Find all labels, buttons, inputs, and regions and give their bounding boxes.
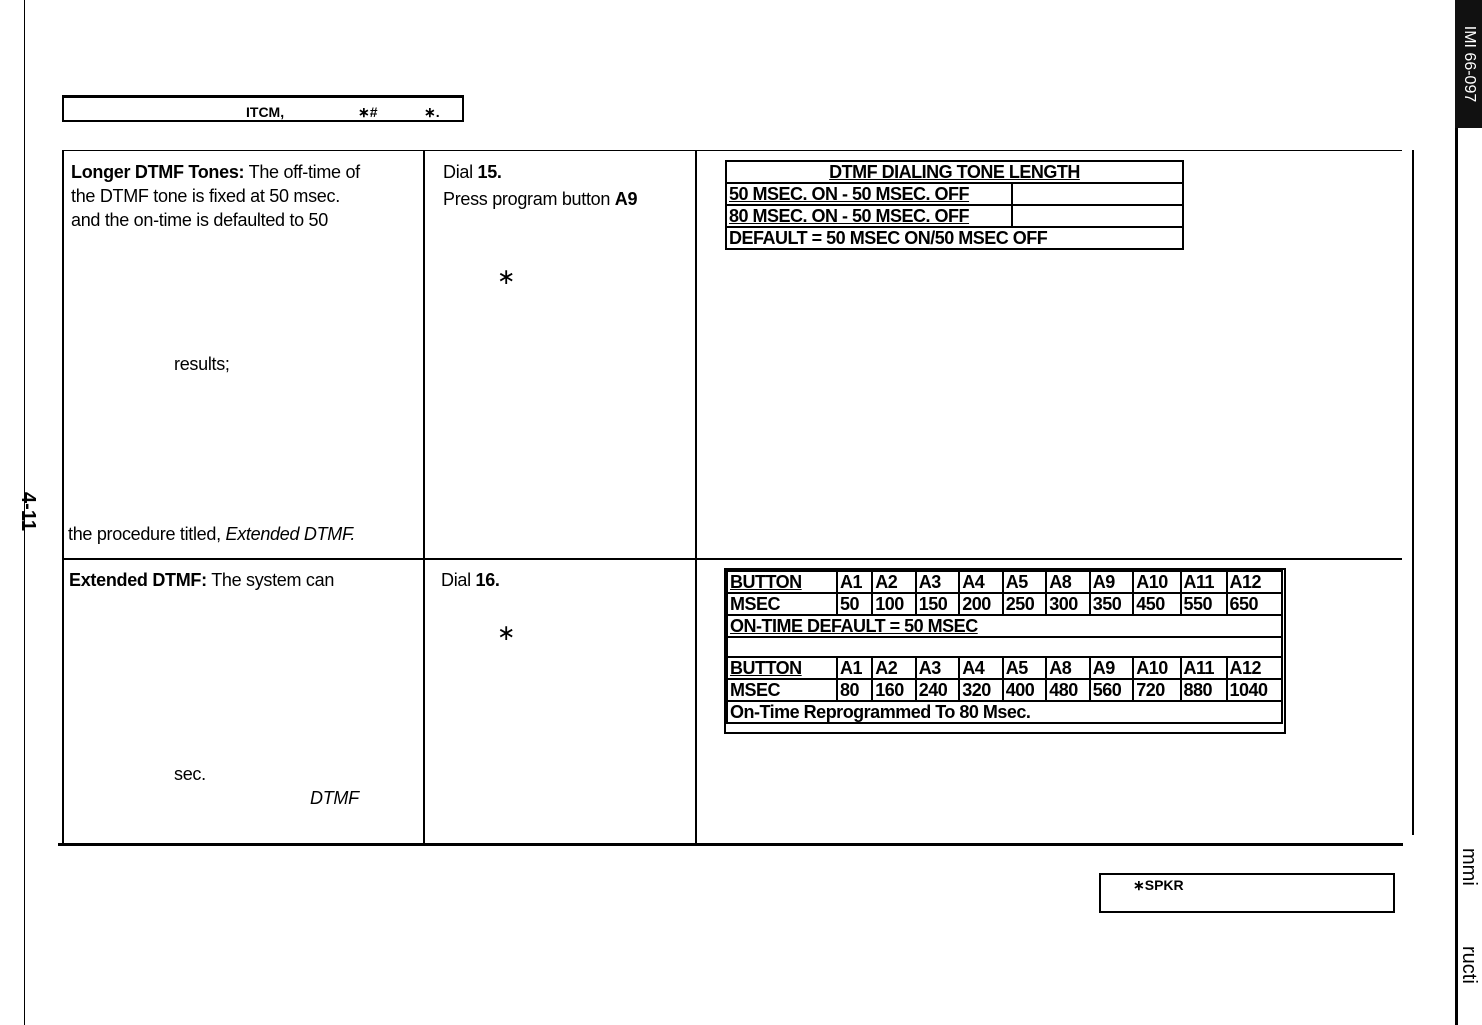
t2-reprogrammed-note: On-Time Reprogrammed To 80 Msec.: [727, 701, 1282, 723]
t2-button-header: BUTTON: [727, 657, 837, 679]
t2-msec-a10: 720: [1133, 679, 1180, 701]
t1-button-a10: A10: [1133, 571, 1180, 593]
row2-dial-number: 16.: [475, 570, 500, 590]
dtmf-tone-length-table: [725, 160, 1184, 250]
row1-desc-text1: The off-time of: [248, 162, 360, 182]
row1-star-icon: ∗: [497, 264, 516, 289]
row1-description-line1: [71, 162, 360, 183]
side-text-mmi: mmi: [1458, 848, 1480, 886]
t1-button-a1: A1: [837, 571, 872, 593]
row2-title: Extended DTMF:: [69, 570, 207, 590]
t1-button-a3: A3: [916, 571, 960, 593]
t2-button-a8: A8: [1046, 657, 1090, 679]
t1-msec-a9: 350: [1090, 593, 1134, 615]
t2-button-a9: A9: [1090, 657, 1134, 679]
dtmf-table-title: DTMF DIALING TONE LENGTH: [726, 161, 1183, 183]
dtmf-option-50: 50 MSEC. ON - 50 MSEC. OFF: [726, 183, 1012, 205]
header-star-dot: ∗.: [424, 104, 440, 120]
t2-msec-a1: 80: [837, 679, 872, 701]
row2-description-sec: sec.: [174, 764, 206, 784]
row1-description-line3: and the on-time is defaulted to 50: [71, 210, 328, 230]
t2-msec-a9: 560: [1090, 679, 1134, 701]
header-star-hash: ∗#: [358, 104, 378, 120]
t1-msec-a12: 650: [1227, 593, 1283, 615]
t1-msec-a2: 100: [872, 593, 916, 615]
table2-msec-row: [727, 679, 1282, 701]
row1-press-prefix: Press program button: [443, 189, 611, 209]
t1-button-a8: A8: [1046, 571, 1090, 593]
dtmf-option-50-value: [1012, 183, 1183, 205]
t1-button-a5: A5: [1003, 571, 1047, 593]
table1-button-row: [727, 571, 1282, 593]
row2-star-icon: ∗: [497, 620, 516, 645]
row1-description-results: results;: [174, 354, 230, 374]
table-left-border: [62, 150, 64, 845]
t2-button-a4: A4: [959, 657, 1003, 679]
t2-msec-a11: 880: [1181, 679, 1227, 701]
row2-dial-prefix: Dial: [441, 570, 471, 590]
row-divider: [62, 558, 1402, 560]
table1-msec-row: [727, 593, 1282, 615]
t1-button-a2: A2: [872, 571, 916, 593]
t1-button-a12: A12: [1227, 571, 1283, 593]
row2-step-dial: [441, 570, 500, 591]
doc-id: IMI 66-097: [1460, 25, 1478, 103]
table-bottom-border: [58, 843, 1403, 846]
t2-button-a5: A5: [1003, 657, 1047, 679]
t1-button-a9: A9: [1090, 571, 1134, 593]
row1-description-procedure: [68, 524, 355, 545]
extended-dtmf-table-default: [726, 570, 1283, 724]
dtmf-option-80: 80 MSEC. ON - 50 MSEC. OFF: [726, 205, 1012, 227]
t1-spacer: [727, 637, 1282, 657]
dtmf-default: DEFAULT = 50 MSEC ON/50 MSEC OFF: [726, 227, 1183, 249]
spkr-key-label: ∗SPKR: [1133, 877, 1184, 893]
row2-description-line1: [69, 570, 334, 591]
t2-msec-a2: 160: [872, 679, 916, 701]
t2-msec-header: MSEC: [727, 679, 837, 701]
t1-msec-a1: 50: [837, 593, 872, 615]
header-itcm: ITCM,: [246, 104, 285, 120]
table2-button-row: [727, 657, 1282, 679]
row1-dial-number: 15.: [477, 162, 502, 182]
t2-msec-a5: 400: [1003, 679, 1047, 701]
row1-proc-title: Extended DTMF.: [225, 524, 356, 544]
page-number: 4-11: [16, 492, 39, 531]
t2-msec-a3: 240: [916, 679, 960, 701]
t2-button-a11: A11: [1181, 657, 1227, 679]
column-divider-1: [423, 150, 425, 845]
row1-title: Longer DTMF Tones:: [71, 162, 245, 182]
t1-msec-a4: 200: [959, 593, 1003, 615]
t1-msec-header: MSEC: [727, 593, 837, 615]
t1-msec-a8: 300: [1046, 593, 1090, 615]
t2-msec-a8: 480: [1046, 679, 1090, 701]
doc-id-tab: [1455, 0, 1482, 128]
t2-button-a12: A12: [1227, 657, 1283, 679]
row2-desc-text1: The system can: [211, 570, 335, 590]
t1-msec-a11: 550: [1181, 593, 1227, 615]
t2-msec-a4: 320: [959, 679, 1003, 701]
dtmf-option-80-value: [1012, 205, 1183, 227]
t1-button-header: BUTTON: [727, 571, 837, 593]
row2-description-dtmf: DTMF: [310, 788, 359, 808]
t1-button-a4: A4: [959, 571, 1003, 593]
row1-dial-prefix: Dial: [443, 162, 473, 182]
spkr-key-box: [1099, 873, 1395, 913]
row1-step-press: [443, 189, 637, 210]
row1-step-dial: [443, 162, 502, 183]
t1-button-a11: A11: [1181, 571, 1227, 593]
t1-msec-a5: 250: [1003, 593, 1047, 615]
t1-msec-a3: 150: [916, 593, 960, 615]
table-right-border: [1412, 150, 1414, 835]
t1-msec-a10: 450: [1133, 593, 1180, 615]
t2-button-a3: A3: [916, 657, 960, 679]
row1-description-line2: the DTMF tone is fixed at 50 msec.: [71, 186, 340, 206]
t2-button-a10: A10: [1133, 657, 1180, 679]
column-divider-2: [695, 150, 697, 845]
right-margin-line: [1455, 128, 1458, 1025]
row1-press-button: A9: [614, 189, 638, 209]
side-text-ructi: ructi: [1458, 946, 1480, 984]
t1-default-note: ON-TIME DEFAULT = 50 MSEC: [727, 615, 1282, 637]
t2-button-a1: A1: [837, 657, 872, 679]
table-top-border: [62, 150, 1402, 151]
t2-msec-a12: 1040: [1227, 679, 1283, 701]
t2-button-a2: A2: [872, 657, 916, 679]
row1-proc-prefix: the procedure titled,: [68, 524, 221, 544]
